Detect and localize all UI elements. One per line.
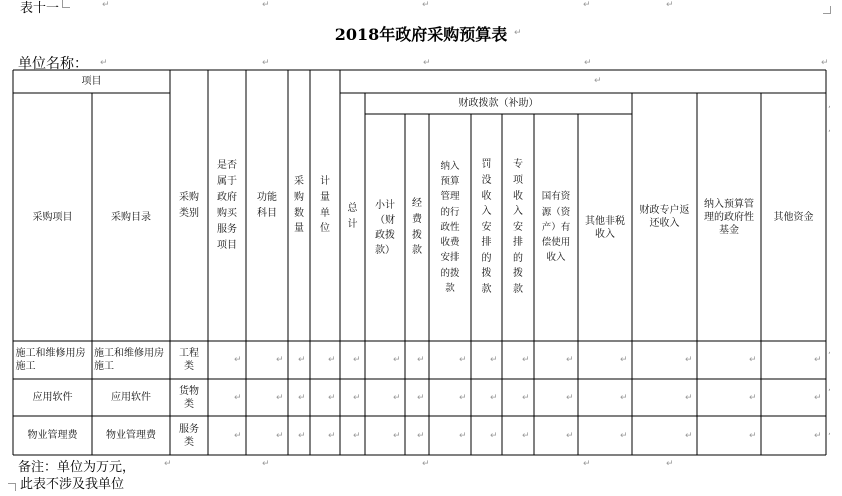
paragraph-mark: ↵ bbox=[262, 58, 270, 68]
header-gov-fund bbox=[697, 93, 761, 341]
paragraph-mark: ↵ bbox=[666, 459, 674, 469]
header-total-text: 总计 bbox=[347, 203, 358, 230]
paragraph-mark: ↵ bbox=[514, 28, 522, 38]
paragraph-mark: ↵ bbox=[423, 58, 431, 68]
header-fines-text: 罚没收入安排的拨款 bbox=[481, 159, 492, 296]
header-admin-fees-text: 纳入预算管理的行政性收费安排的拨款 bbox=[440, 160, 460, 295]
row-2-category bbox=[170, 379, 208, 416]
paragraph-mark: , bbox=[828, 383, 831, 393]
header-gov-fund-text: 纳入预算管理的政府性基金 bbox=[704, 198, 754, 236]
row-1-category bbox=[170, 341, 208, 379]
row-3-category-text: 服务类 bbox=[179, 423, 199, 448]
cell-end-mark: ↵ bbox=[522, 355, 530, 365]
cell-end-mark: ↵ bbox=[417, 431, 425, 441]
cell-end-mark: ↵ bbox=[234, 393, 242, 403]
cell-end-mark: ↵ bbox=[620, 431, 628, 441]
paragraph-mark: ↵ bbox=[100, 58, 108, 68]
cell-end-mark: ↵ bbox=[353, 393, 361, 403]
header-function-subject bbox=[246, 70, 288, 341]
row-3-catalog: 物业管理费 bbox=[106, 430, 156, 441]
cell-end-mark: ↵ bbox=[353, 431, 361, 441]
cell-end-mark: ↵ bbox=[749, 431, 757, 441]
cell-end-mark: ↵ bbox=[393, 393, 401, 403]
paragraph-mark: , bbox=[828, 100, 831, 110]
paragraph-mark: ↵ bbox=[583, 0, 591, 10]
cell-end-mark: ↵ bbox=[566, 393, 574, 403]
header-other-nontax bbox=[578, 114, 632, 341]
header-special-income bbox=[502, 114, 534, 341]
row-3-item: 物业管理费 bbox=[27, 430, 78, 441]
cell-end-mark: ↵ bbox=[814, 355, 822, 365]
row-2-item: 应用软件 bbox=[32, 392, 73, 403]
row-2-catalog: 应用软件 bbox=[111, 392, 151, 403]
cell-end-mark: ↵ bbox=[298, 431, 306, 441]
row-1-item-text: 施工和维修用房施工 bbox=[15, 348, 86, 372]
paragraph-mark: ↵ bbox=[422, 0, 430, 10]
paragraph-mark: ↵ bbox=[821, 58, 829, 68]
header-unit bbox=[310, 70, 340, 341]
page-title: 2018年政府采购预算表 bbox=[334, 25, 508, 44]
header-purchase-item: 采购项目 bbox=[32, 211, 73, 223]
header-function-subject-text: 功能科目 bbox=[257, 191, 277, 219]
cell-end-mark: ↵ bbox=[459, 393, 467, 403]
cell-end-mark: ↵ bbox=[234, 355, 242, 365]
cell-end-mark: ↵ bbox=[276, 393, 284, 403]
cell-end-mark: ↵ bbox=[566, 355, 574, 365]
cell-end-mark: ↵ bbox=[685, 393, 693, 403]
footnote-unit: 备注：单位为万元， bbox=[18, 460, 136, 475]
header-project-group: 项目 bbox=[81, 76, 102, 87]
cell-end-mark: ↵ bbox=[620, 393, 628, 403]
cell-end-mark: ↵ bbox=[620, 355, 628, 365]
table-number: 表十一 bbox=[20, 1, 60, 16]
cell-end-mark: ↵ bbox=[814, 431, 822, 441]
header-subtotal-text: 小计（财政拨款） bbox=[375, 199, 395, 256]
header-purchase-category-text: 采购类别 bbox=[179, 191, 199, 219]
header-quantity bbox=[288, 70, 310, 341]
cell-end-mark: ↵ bbox=[566, 431, 574, 441]
cell-end-mark: ↵ bbox=[328, 393, 336, 403]
crop-mark-bottom-left bbox=[8, 483, 16, 491]
cell-end-mark: ↵ bbox=[328, 431, 336, 441]
crop-mark-top-right bbox=[823, 6, 831, 14]
row-2-category-text: 货物类 bbox=[179, 385, 199, 410]
cell-end-mark: ↵ bbox=[522, 393, 530, 403]
paragraph-mark: ↵ bbox=[583, 459, 591, 469]
header-purchase-category bbox=[170, 70, 208, 341]
row-1-catalog-text: 施工和维修用房施工 bbox=[94, 348, 164, 372]
cell-end-mark: ↵ bbox=[490, 431, 498, 441]
header-fines bbox=[471, 114, 502, 341]
header-other-funds: 其他资金 bbox=[773, 211, 814, 223]
header-quantity-text: 采购数量 bbox=[294, 176, 304, 235]
cell-end-mark: ↵ bbox=[417, 355, 425, 365]
cell-end-mark: ↵ bbox=[393, 431, 401, 441]
cell-end-mark: ↵ bbox=[459, 431, 467, 441]
paragraph-mark: ↵ bbox=[594, 76, 602, 86]
cell-end-mark: ↵ bbox=[276, 355, 284, 365]
paragraph-mark: ↵ bbox=[102, 0, 110, 10]
cell-end-mark: ↵ bbox=[685, 355, 693, 365]
paragraph-mark: ↵ bbox=[164, 459, 172, 469]
cell-end-mark: ↵ bbox=[490, 393, 498, 403]
paragraph-mark: , bbox=[828, 346, 831, 356]
header-funding bbox=[405, 114, 429, 341]
paragraph-mark: ↵ bbox=[584, 58, 592, 68]
row-1-catalog bbox=[92, 341, 170, 379]
header-state-assets bbox=[534, 114, 578, 341]
header-subtotal bbox=[365, 114, 405, 341]
cell-end-mark: ↵ bbox=[234, 431, 242, 441]
header-special-income-text: 专项收入安排的拨款 bbox=[513, 159, 523, 296]
header-fiscal-refund bbox=[632, 93, 697, 341]
header-unit-text: 计量单位 bbox=[320, 176, 330, 235]
cell-end-mark: ↵ bbox=[298, 355, 306, 365]
cell-end-mark: ↵ bbox=[814, 393, 822, 403]
crop-mark-top-left bbox=[62, 0, 70, 8]
cell-end-mark: ↵ bbox=[490, 355, 498, 365]
header-fiscal-group: 财政拨款（补助） bbox=[458, 98, 539, 109]
header-other-nontax-text: 其他非税收入 bbox=[585, 215, 625, 240]
paragraph-mark: ↵ bbox=[262, 0, 270, 10]
header-gov-service-text: 是否属于政府购买服务项目 bbox=[217, 159, 237, 251]
cell-end-mark: ↵ bbox=[685, 431, 693, 441]
header-admin-fees bbox=[429, 114, 471, 341]
cell-end-mark: ↵ bbox=[393, 355, 401, 365]
header-state-assets-text: 国有资源（资产）有偿使用收入 bbox=[541, 191, 571, 264]
cell-end-mark: ↵ bbox=[276, 431, 284, 441]
paragraph-mark: ↵ bbox=[422, 459, 430, 469]
unit-name-label: 单位名称： bbox=[18, 56, 88, 72]
cell-end-mark: ↵ bbox=[353, 355, 361, 365]
header-funding-text: 经费拨款 bbox=[412, 198, 422, 257]
header-fiscal-refund-text: 财政专户返还收入 bbox=[639, 205, 690, 229]
cell-end-mark: ↵ bbox=[328, 355, 336, 365]
header-gov-service bbox=[208, 70, 246, 341]
paragraph-mark: ↵ bbox=[262, 459, 270, 469]
paragraph-mark: , bbox=[828, 124, 831, 134]
cell-end-mark: ↵ bbox=[749, 393, 757, 403]
cell-end-mark: ↵ bbox=[417, 393, 425, 403]
header-total bbox=[340, 93, 365, 341]
row-1-item bbox=[13, 341, 92, 379]
footnote-scope: 此表不涉及我单位 bbox=[20, 477, 125, 492]
row-1-category-text: 工程类 bbox=[179, 348, 199, 372]
cell-end-mark: ↵ bbox=[749, 355, 757, 365]
cell-end-mark: ↵ bbox=[298, 393, 306, 403]
row-3-category bbox=[170, 416, 208, 455]
cell-end-mark: ↵ bbox=[522, 431, 530, 441]
cell-end-mark: ↵ bbox=[459, 355, 467, 365]
header-purchase-catalog: 采购目录 bbox=[111, 211, 151, 223]
paragraph-mark: ↵ bbox=[666, 0, 674, 10]
paragraph-mark: , bbox=[828, 427, 831, 437]
